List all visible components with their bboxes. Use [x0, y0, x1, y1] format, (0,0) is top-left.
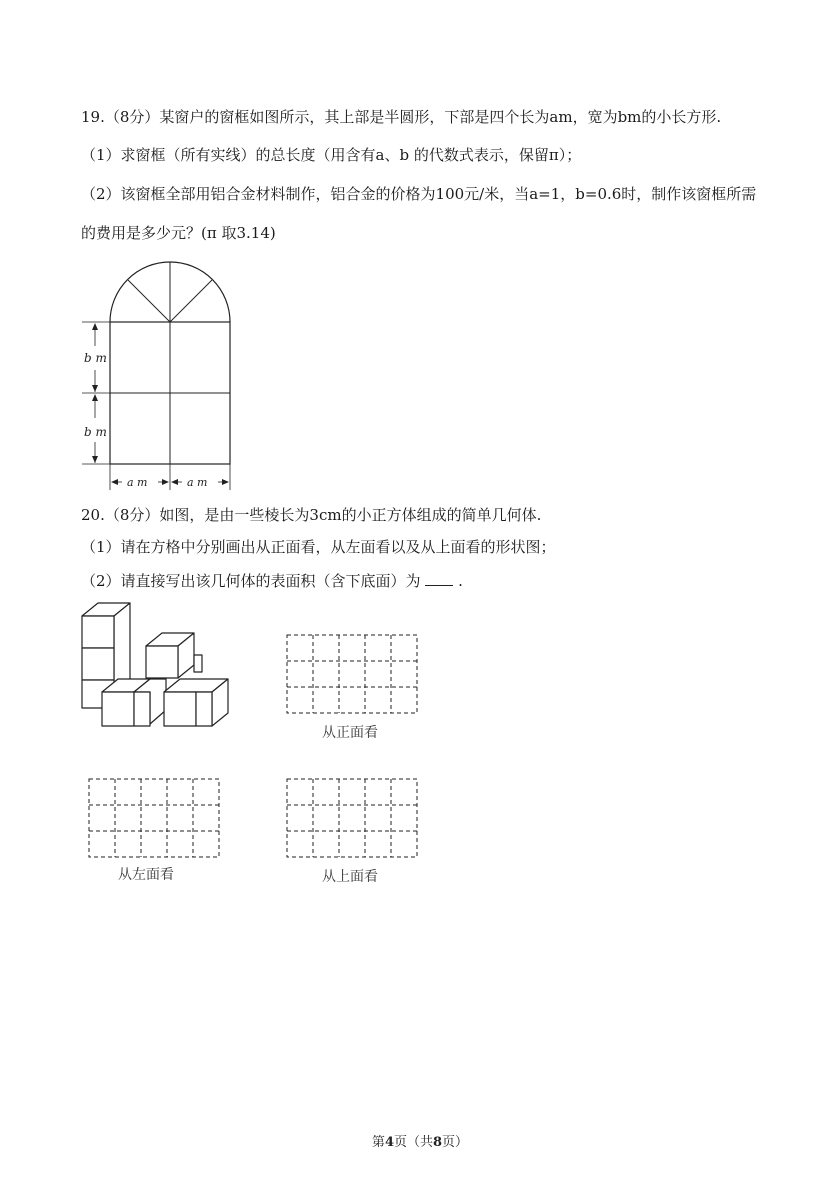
footer-suffix: 页）: [442, 1135, 469, 1150]
window-frame-figure: [78, 258, 248, 498]
label-a-left: a m: [127, 476, 148, 489]
cube-solid-figure: [78, 600, 268, 740]
footer-total-pages: 8: [433, 1135, 443, 1150]
label-b-top: b m: [84, 351, 107, 365]
q19-line2: （1）求窗框（所有实线）的总长度（用含有a、b 的代数式表示，保留π）；: [81, 146, 582, 164]
grid-top-view[interactable]: [286, 778, 420, 860]
page-footer: [0, 1131, 840, 1150]
q19-line4: 的费用是多少元？(π 取3.14): [81, 224, 276, 242]
footer-page-number: 4: [384, 1135, 394, 1150]
q20-line3: [81, 571, 463, 591]
grid-front-view[interactable]: [286, 634, 420, 716]
q19-line3: （2）该窗框全部用铝合金材料制作，铝合金的价格为100元/米，当a=1，b=0.6时，制作该窗框所需: [81, 185, 757, 203]
q20-line2: （1）请在方格中分别画出从正面看，从左面看以及从上面看的形状图；: [81, 538, 556, 556]
answer-blank[interactable]: [425, 571, 453, 586]
caption-left-view: 从左面看: [118, 867, 174, 883]
footer-mid: 页（共: [393, 1135, 433, 1150]
grid-left-view[interactable]: [88, 778, 222, 860]
q20-line1: 20.（8分）如图，是由一些棱长为3cm的小正方体组成的简单几何体.: [81, 506, 542, 524]
label-a-right: a m: [187, 476, 208, 489]
q19-line1: 19.（8分）某窗户的窗框如图所示，其上部是半圆形，下部是四个长为am，宽为bm的小长方形.: [81, 108, 722, 126]
label-b-bottom: b m: [84, 425, 107, 439]
footer-prefix: 第: [371, 1135, 385, 1150]
q20-line3-suffix: .: [458, 572, 463, 590]
q20-line3-prefix: （2）请直接写出该几何体的表面积（含下底面）为: [81, 572, 421, 590]
caption-front-view: 从正面看: [322, 725, 378, 741]
caption-top-view: 从上面看: [322, 869, 378, 885]
